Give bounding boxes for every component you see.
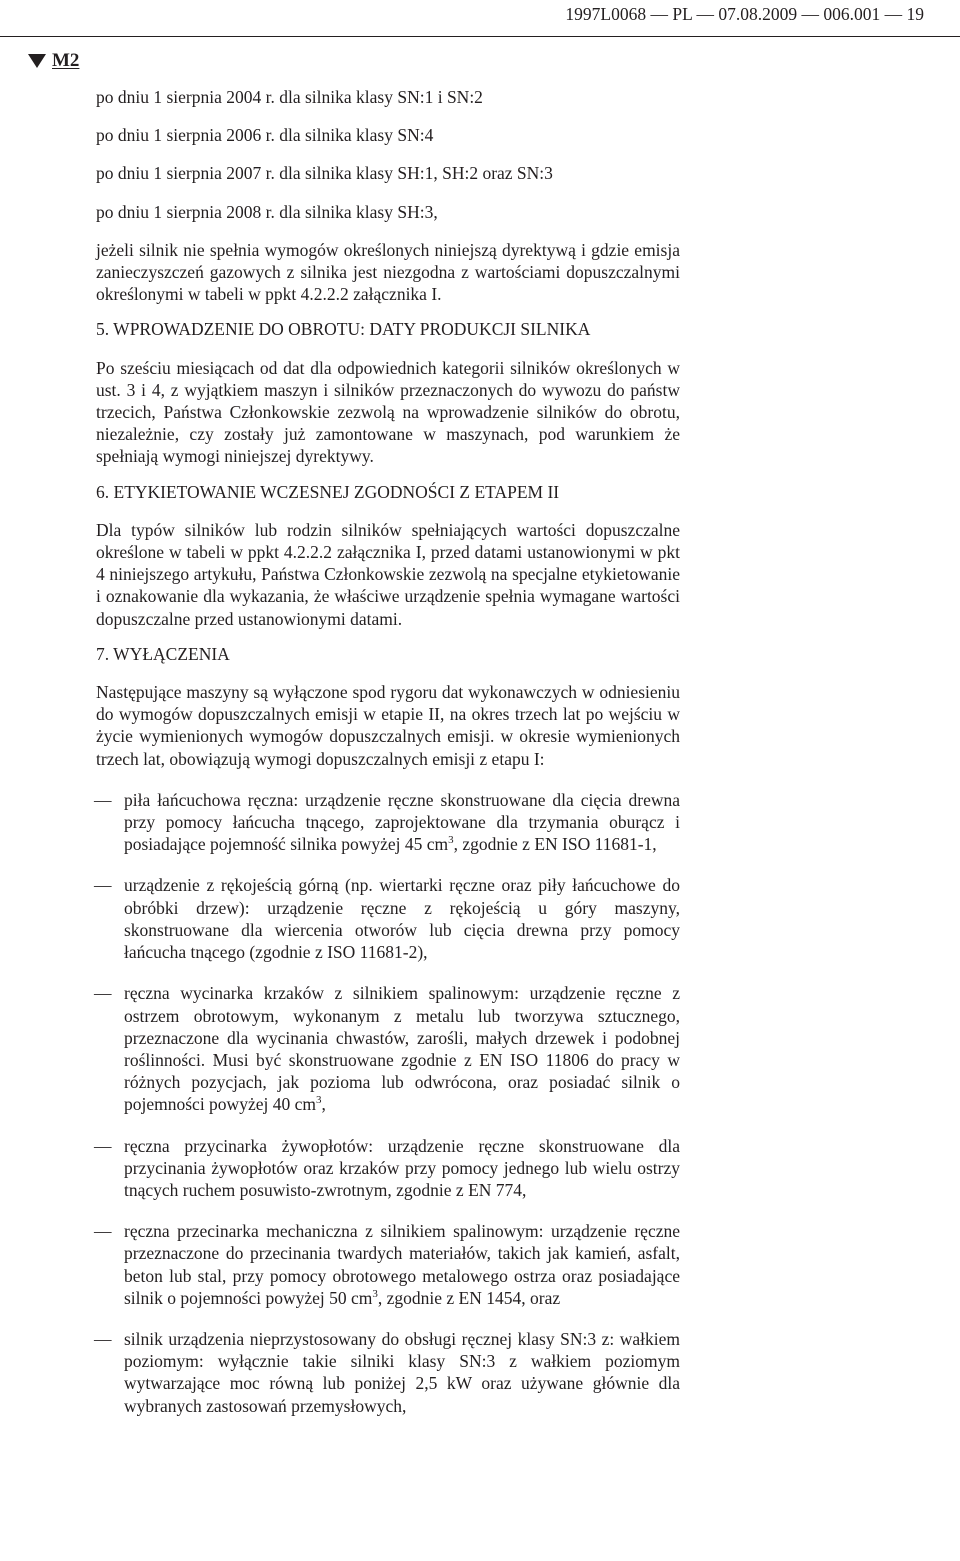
list-item-text-end: , zgodnie z EN 1454, oraz <box>377 1287 561 1308</box>
amendment-marker <box>28 50 79 72</box>
superscript: 3 <box>315 1094 322 1107</box>
list-item <box>96 982 680 1115</box>
amendment-code: M2 <box>52 50 80 71</box>
dash-bullet: — <box>94 875 112 896</box>
list-item-text: piła łańcuchowa ręczna: urządzenie ręczne skonstruowane dla cięcia drewna przy pomocy łańcucha tnącego, zaprojektowane dla trzymania oburącz i posiadające pojemność silnika powyżej 45 cm <box>124 789 680 855</box>
list-item-text: ręczna przycinarka żywopłotów: urządzenie ręczne skonstruowane dla przycinania żywopłotów oraz krzaków przy pomocy jednego lub wielu ostrzy tnących ruchem posuwisto-zwrotnym, zgodnie z EN 774, <box>124 1135 680 1200</box>
list-item-text: ręczna przecinarka mechaniczna z silnikiem spalinowym: urządzenie ręczne przeznaczone do przecinania twardych materiałów, takich jak kamień, asfalt, beton lub stal, przy pomocy obrotowego metalowego ostrza oraz posiadające silnik o pojemności powyżej 50 cm <box>124 1221 680 1308</box>
section-5-heading: 5. WPROWADZENIE DO OBROTU: DATY PRODUKCJI SILNIKA <box>96 319 591 340</box>
section-6-text: Dla typów silników lub rodzin silników spełniających wartości dopuszczalne określone w tabeli w ppkt 4.2.2.2 załącznika I, przed datami ustanowionymi w pkt 4 niniejszego artykułu, Państwa Członkowskie zezwolą na specjalne etykietowanie i oznakowanie dla wykazania, że właściwe urządzenie spełnia wymagane wartości dopuszczalne przed ustanowionymi datami. <box>96 519 680 629</box>
list-item <box>96 1328 680 1417</box>
dash-bullet: — <box>94 1135 112 1156</box>
header-rule <box>0 36 960 37</box>
section-7-text: Następujące maszyny są wyłączone spod rygoru dat wykonawczych w odniesieniu do wymogów dopuszczalnych emisji w etapie II, na okres trzech lat po wejściu w życie wymienionych wymogów dopuszczalnych emisji. w okresie wymienionych trzech lat, obowiązują wymogi dopuszczalnych emisji z etapu I: <box>96 682 680 769</box>
page-header: 1997L0068 — PL — 07.08.2009 — 006.001 — 19 <box>565 4 924 24</box>
list-item <box>96 874 680 963</box>
document-body <box>96 86 680 1436</box>
date-line: po dniu 1 sierpnia 2004 r. dla silnika klasy SN:1 i SN:2 <box>96 87 483 107</box>
list-item <box>96 789 680 856</box>
date-line: po dniu 1 sierpnia 2007 r. dla silnika klasy SH:1, SH:2 oraz SN:3 <box>96 163 553 184</box>
date-line: po dniu 1 sierpnia 2006 r. dla silnika klasy SN:4 <box>96 125 434 146</box>
dash-bullet: — <box>94 1221 112 1242</box>
triangle-down-icon <box>28 54 46 68</box>
superscript: 3 <box>448 834 454 847</box>
list-item <box>96 1220 680 1309</box>
list-item-text: ręczna wycinarka krzaków z silnikiem spalinowym: urządzenie ręczne z ostrzem obrotowym, wykonanym z metalu lub tworzywa sztucznego, przeznaczone dla wycinania chwastów, zarośli, małych drzewek i podobnej roślinności. Musi być skonstruowane zgodnie z EN ISO 11806 do pracy w różnych pozycjach, jak pozioma lub odwrócona, oraz posiadać silnik o pojemności powyżej 40 cm <box>124 983 680 1115</box>
superscript: 3 <box>372 1287 378 1300</box>
list-item-text-end: , <box>321 1094 326 1115</box>
section-6-heading: 6. ETYKIETOWANIE WCZESNEJ ZGODNOŚCI Z ETAPEM II <box>96 481 560 502</box>
condition-paragraph: jeżeli silnik nie spełnia wymogów określonych niniejszą dyrektywą i gdzie emisja zanieczyszczeń gazowych z silnika jest niezgodna z wartościami dopuszczalnymi określonymi w tabeli w ppkt 4.2.2.2 załącznika I. <box>96 239 680 305</box>
dash-bullet: — <box>94 789 112 810</box>
list-item-text: silnik urządzenia nieprzystosowany do obsługi ręcznej klasy SN:3 z: wałkiem poziomym: wyłącznie takie silniki klasy SN:3 z wałkiem poziomym wytwarzające moc równą lub poniżej 2,5 kW oraz używane głównie dla wybranych zastosowań przemysłowych, <box>124 1328 680 1416</box>
list-item-text: urządzenie z rękojeścią górną (np. wiertarki ręczne oraz piły łańcuchowe do obróbki drzew): urządzenie ręczne z rękojeścią u góry maszyny, skonstruowane dla wiercenia otworów lub cięcia drewna przy pomocy łańcucha tnącego (zgodnie z ISO 11681-2), <box>124 875 680 963</box>
dash-bullet: — <box>94 983 112 1004</box>
dash-bullet: — <box>94 1328 112 1349</box>
date-line: po dniu 1 sierpnia 2008 r. dla silnika klasy SH:3, <box>96 201 438 222</box>
list-item-text-end: , zgodnie z EN ISO 11681-1, <box>453 834 657 855</box>
section-5-text: Po sześciu miesiącach od dat dla odpowiednich kategorii silników określonych w ust. 3 i 4, z wyjątkiem maszyn i silników przeznaczonych do wywozu do państw trzecich, Państwa Członkowskie zezwolą na wprowadzenie silników do obrotu, niezależnie, czy zostały już zamontowane w maszynach, pod warunkiem że spełniają wymogi niniejszej dyrektywy. <box>96 357 680 467</box>
list-item <box>96 1135 680 1202</box>
section-7-heading: 7. WYŁĄCZENIA <box>96 643 230 664</box>
